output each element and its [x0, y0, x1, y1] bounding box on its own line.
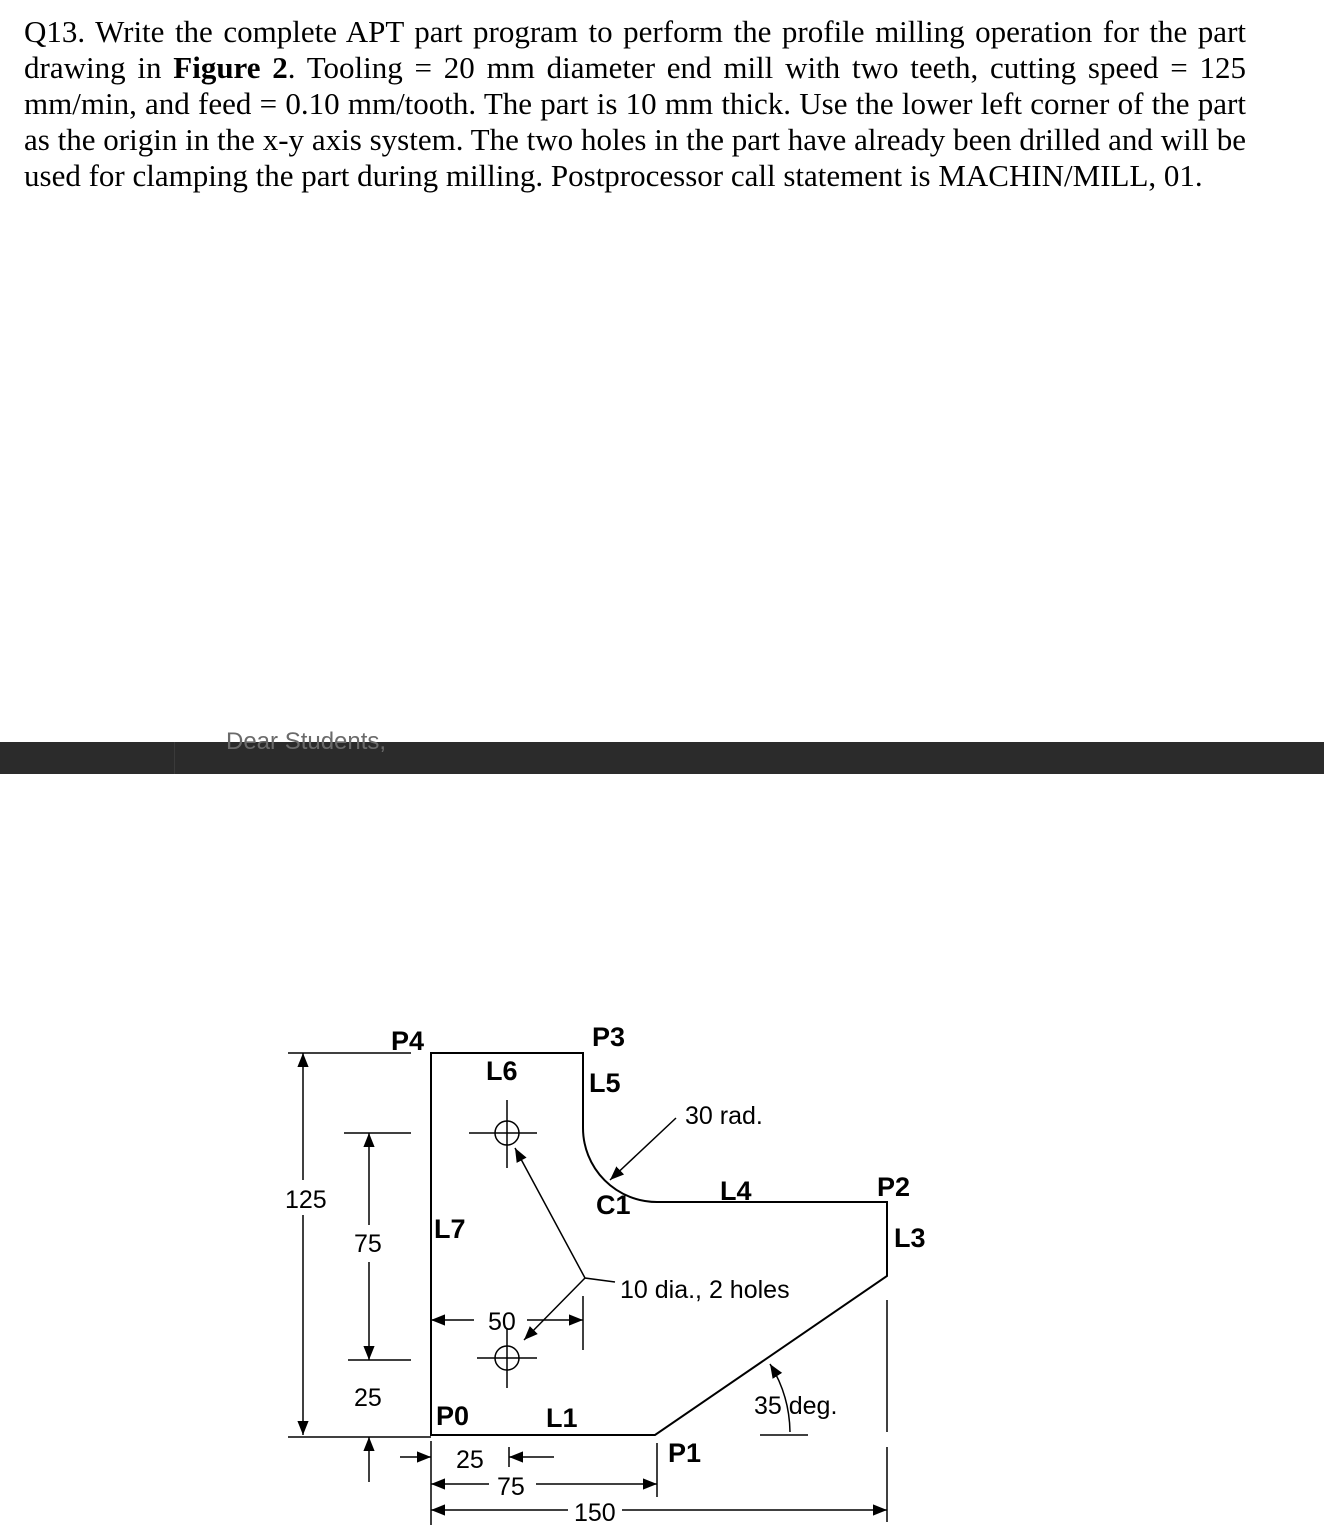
question-line-2-start: drawing in: [24, 50, 174, 85]
label-c1: C1: [596, 1190, 631, 1220]
label-p3: P3: [592, 1022, 626, 1052]
label-l4: L4: [720, 1176, 752, 1206]
question-text: [24, 14, 1246, 194]
band-text: Dear Students,: [226, 728, 387, 755]
label-l7: L7: [434, 1214, 466, 1244]
question-line-2-end: . Tooling = 20 mm diameter end mill with two teeth, cutting speed = 125: [287, 50, 1246, 85]
figure-reference: Figure 2: [173, 50, 288, 85]
hole-top: [469, 1100, 537, 1168]
label-l6: L6: [486, 1056, 518, 1086]
label-dim-25-v: 25: [354, 1384, 382, 1412]
band-divider: [174, 742, 175, 774]
label-radius: 30 rad.: [685, 1102, 763, 1130]
label-p2: P2: [877, 1172, 911, 1202]
holes-leader-lower: [524, 1278, 585, 1340]
label-l3: L3: [894, 1223, 926, 1253]
question-line-3: mm/min, and feed = 0.10 mm/tooth. The part is 10 mm thick. Use the lower left corner of the part: [24, 86, 1246, 121]
label-l5: L5: [589, 1068, 621, 1098]
label-p4: P4: [391, 1026, 425, 1056]
label-dim-25-h: 25: [456, 1446, 484, 1474]
part-outline: [431, 1053, 887, 1435]
label-dim-150: 150: [574, 1499, 616, 1527]
question-line-1: Q13. Write the complete APT part program to perform the profile milling operation for the part: [24, 14, 1246, 49]
label-dim-75-h: 75: [497, 1473, 525, 1501]
part-drawing: [0, 1022, 1324, 1530]
question-line-2: [24, 50, 1246, 86]
label-angle: 35 deg.: [754, 1392, 838, 1420]
label-l1: L1: [546, 1403, 578, 1433]
label-p1: P1: [668, 1438, 702, 1468]
label-p0: P0: [436, 1401, 470, 1431]
label-dim-75-v: 75: [354, 1230, 382, 1258]
label-holes: 10 dia., 2 holes: [620, 1276, 790, 1304]
dark-band: [0, 728, 1324, 774]
label-dim-125: 125: [285, 1186, 327, 1214]
question-line-5: used for clamping the part during milling. Postprocessor call statement is MACHIN/MILL, 01.: [24, 158, 1203, 193]
radius-leader: [610, 1118, 676, 1180]
label-dim-50: 50: [488, 1308, 516, 1336]
question-line-4: as the origin in the x-y axis system. The two holes in the part have already been drilled and will be: [24, 122, 1246, 157]
